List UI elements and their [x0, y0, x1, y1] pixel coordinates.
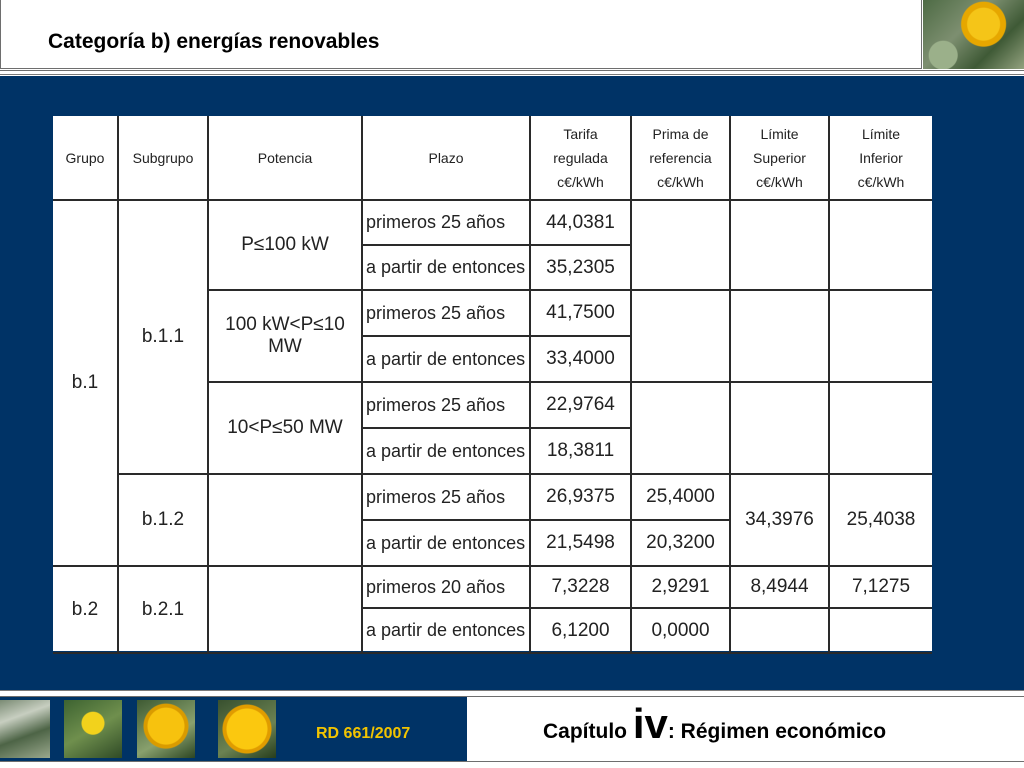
cell-subgrupo-b12: b.1.2: [118, 474, 208, 566]
cell-limite-sup: 8,4944: [730, 566, 829, 608]
cell-tarifa: 18,3811: [530, 428, 631, 474]
header-line: Superior: [753, 149, 806, 166]
cell-potencia-empty: [208, 474, 362, 566]
header-tarifa: [530, 116, 631, 200]
cell-prima-empty: [631, 382, 730, 474]
cell-potencia-empty: [208, 566, 362, 653]
slide-header: [0, 0, 1024, 71]
cell-limite-inf-empty: [829, 200, 932, 290]
flower-photo: [64, 700, 122, 758]
cell-tarifa: 6,1200: [530, 608, 631, 653]
cell-grupo-b1: b.1: [53, 200, 118, 566]
cell-prima: 0,0000: [631, 608, 730, 653]
header-limite-inferior: [829, 116, 932, 200]
header-line: c€/kWh: [657, 173, 704, 190]
tariff-table-container: [53, 116, 932, 651]
cell-tarifa: 21,5498: [530, 520, 631, 566]
rd-label: RD 661/2007: [316, 725, 411, 742]
chapter-title: [543, 700, 887, 747]
cell-limite-sup-empty: [730, 608, 829, 653]
header-line: Tarifa: [563, 125, 598, 142]
cell-prima-empty: [631, 200, 730, 290]
header-subgrupo: Subgrupo: [118, 116, 208, 200]
header-line: c€/kWh: [756, 173, 803, 190]
chapter-number: iv: [632, 700, 668, 747]
cell-plazo: a partir de entonces: [362, 520, 530, 566]
header-plazo: Plazo: [362, 116, 530, 200]
header-line: Límite: [861, 125, 901, 142]
cell-tarifa: 33,4000: [530, 336, 631, 382]
header-grupo: Grupo: [53, 116, 118, 200]
flower-photo: [218, 700, 276, 758]
header-limite-superior: [730, 116, 829, 200]
tariff-table: [53, 116, 932, 654]
header-row: [53, 116, 932, 200]
header-line: Límite: [760, 125, 799, 142]
cell-limite-inf-empty: [829, 608, 932, 653]
leaf-photo: [0, 700, 50, 758]
divider: [0, 690, 1024, 691]
cell-subgrupo-b21: b.2.1: [118, 566, 208, 653]
cell-prima: 25,4000: [631, 474, 730, 520]
header-line: c€/kWh: [857, 173, 905, 190]
cell-tarifa: 22,9764: [530, 382, 631, 428]
flower-photo: [137, 700, 195, 758]
chapter-suffix: : Régimen económico: [667, 720, 887, 743]
table-row: [53, 566, 932, 608]
cell-plazo: primeros 25 años: [362, 290, 530, 336]
header-prima: [631, 116, 730, 200]
cell-plazo: a partir de entonces: [362, 428, 530, 474]
cell-prima: 2,9291: [631, 566, 730, 608]
header-line: regulada: [553, 149, 608, 166]
cell-limite-sup-empty: [730, 382, 829, 474]
cell-plazo: a partir de entonces: [362, 336, 530, 382]
cell-limite-sup-empty: [730, 200, 829, 290]
cell-limite-sup: 34,3976: [730, 474, 829, 566]
divider: [0, 74, 1024, 75]
cell-limite-inf-empty: [829, 290, 932, 382]
cell-tarifa: 44,0381: [530, 200, 631, 245]
cell-plazo: primeros 25 años: [362, 474, 530, 520]
cell-limite-inf-empty: [829, 382, 932, 474]
cell-plazo: primeros 20 años: [362, 566, 530, 608]
content-area: [0, 76, 1024, 690]
cell-tarifa: 7,3228: [530, 566, 631, 608]
cell-plazo: primeros 25 años: [362, 382, 530, 428]
cell-tarifa: 35,2305: [530, 245, 631, 290]
cell-tarifa: 26,9375: [530, 474, 631, 520]
cell-prima-empty: [631, 290, 730, 382]
cell-potencia: 100 kW<P≤10 MW: [208, 290, 362, 382]
cell-plazo: primeros 25 años: [362, 200, 530, 245]
header-line: c€/kWh: [557, 173, 604, 190]
header-line: Inferior: [859, 149, 903, 166]
cell-limite-inf: 7,1275: [829, 566, 932, 608]
table-row: [53, 200, 932, 245]
table-row: [53, 474, 932, 520]
header-line: Prima de: [652, 125, 709, 142]
cell-potencia: P≤100 kW: [208, 200, 362, 290]
cell-tarifa: 41,7500: [530, 290, 631, 336]
cell-limite-inf: 25,4038: [829, 474, 932, 566]
cell-subgrupo-b11: b.1.1: [118, 200, 208, 474]
cell-prima: 20,3200: [631, 520, 730, 566]
slide-footer: [0, 696, 1024, 762]
cell-grupo-b2: b.2: [53, 566, 118, 653]
chapter-prefix: Capítulo: [543, 720, 633, 743]
slide-title: Categoría b) energías renovables: [48, 30, 380, 53]
cell-potencia: 10<P≤50 MW: [208, 382, 362, 474]
footer-band: [0, 697, 467, 761]
cell-plazo: a partir de entonces: [362, 245, 530, 290]
header-potencia: Potencia: [208, 116, 362, 200]
cell-limite-sup-empty: [730, 290, 829, 382]
header-line: referencia: [649, 149, 712, 166]
flower-photo: [923, 0, 1024, 69]
cell-plazo: a partir de entonces: [362, 608, 530, 653]
